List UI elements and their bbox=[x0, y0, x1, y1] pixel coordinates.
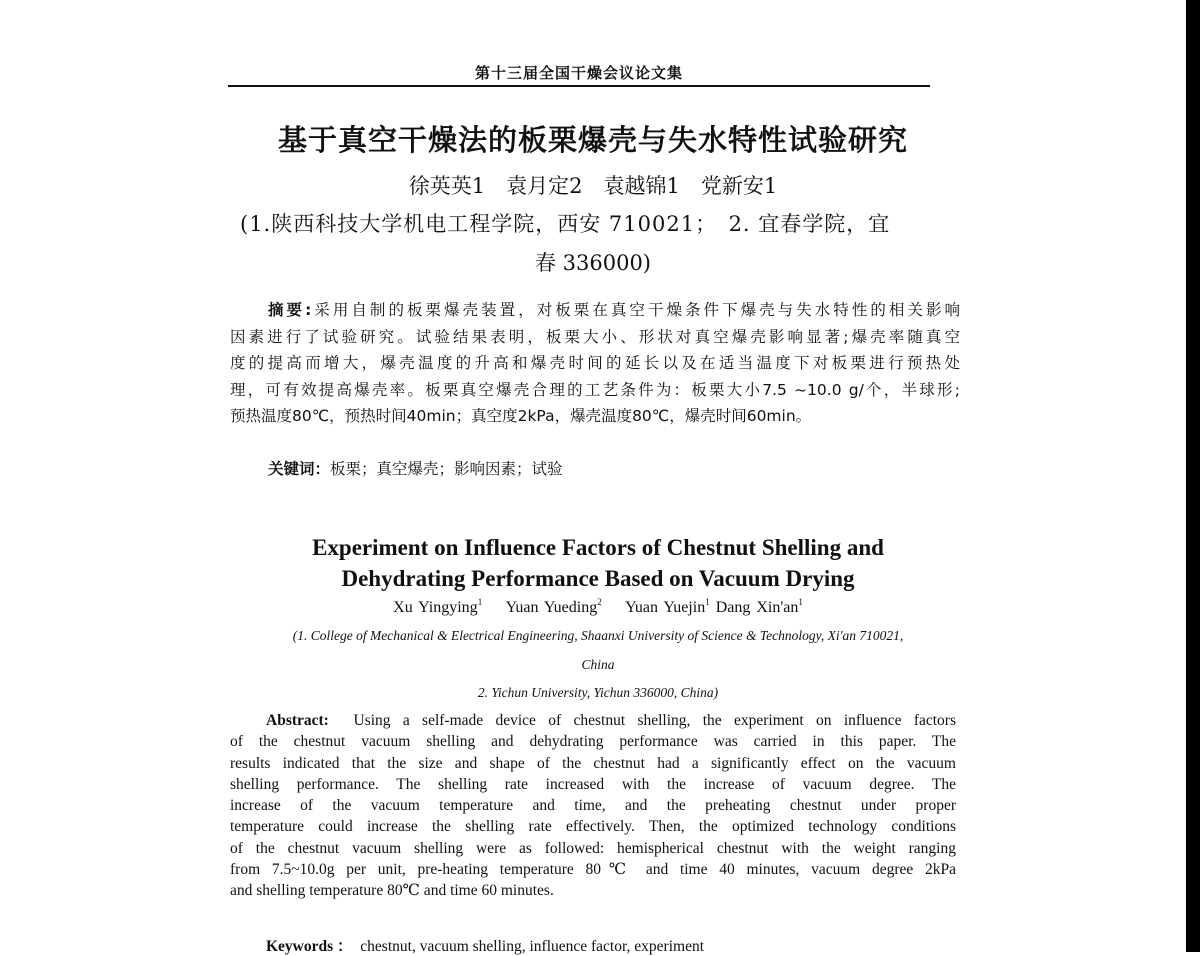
chinese-abstract-line: 理，可有效提高爆壳率。板栗真空爆壳合理的工艺条件为：板栗大小7.5 ~10.0 g/个，半球形; bbox=[230, 380, 960, 399]
author-affil-mark: 1 bbox=[798, 597, 803, 607]
english-authors bbox=[228, 597, 968, 617]
author-name: Yuan Yuejin bbox=[625, 599, 706, 616]
english-abstract-line: increase of the vacuum temperature and time, and the preheating chestnut under proper bbox=[230, 797, 956, 815]
chinese-abstract-label: 摘要: bbox=[268, 301, 312, 319]
english-abstract-line: from 7.5~10.0g per unit, pre-heating temperature 80℃ and time 40 minutes, vacuum degree 2kPa bbox=[230, 861, 956, 879]
english-abstract-line: results indicated that the size and shape of the chestnut had a significantly effect on the vacuum bbox=[230, 754, 956, 772]
english-abstract-line: of the chestnut vacuum shelling were as followed: hemispherical chestnut with the weight ranging bbox=[230, 839, 956, 857]
english-abstract-line: temperature could increase the shelling rate effectively. Then, the optimized technology conditions bbox=[230, 818, 956, 836]
author-name: Dang Xin'an bbox=[715, 599, 799, 616]
english-affiliation-line-3: 2. Yichun University, Yichun 336000, China) bbox=[477, 685, 719, 700]
english-affiliation-line-2: China bbox=[581, 657, 615, 672]
chinese-abstract-line: 因素进行了试验研究。试验结果表明，板栗大小、形状对真空爆壳影响显著;爆壳率随真空 bbox=[230, 327, 960, 346]
english-abstract-line: and shelling temperature 80℃ and time 60 minutes. bbox=[230, 882, 554, 900]
author-affil-mark: 1 bbox=[705, 597, 710, 607]
chinese-affiliation-line-2: 春 336000) bbox=[534, 251, 652, 275]
chinese-abstract-line: 摘要:采用自制的板栗爆壳装置，对板栗在真空干燥条件下爆壳与失水特性的相关影响 bbox=[268, 301, 960, 319]
english-abstract-line: shelling performance. The shelling rate increased with the increase of vacuum degree. The bbox=[230, 775, 956, 793]
english-title-line-2: Dehydrating Performance Based on Vacuum Drying bbox=[341, 566, 855, 591]
english-abstract-line: Abstract: Using a self-made device of chestnut shelling, the experiment on influence factors bbox=[266, 712, 957, 729]
author-name: Yuan Yueding bbox=[505, 599, 598, 616]
author-name: Xu Yingying bbox=[393, 599, 478, 616]
author-affil-mark: 2 bbox=[597, 597, 602, 607]
chinese-abstract-line: 度的提高而增大，爆壳温度的升高和爆壳时间的延长以及在适当温度下对板栗进行预热处 bbox=[230, 354, 960, 372]
chinese-affiliation-line-1: (1.陕西科技大学机电工程学院，西安 710021； 2. 宜春学院，宜 bbox=[240, 212, 891, 236]
chinese-authors: 徐英英1 袁月定2 袁越锦1 党新安1 bbox=[408, 174, 778, 198]
author-affil-mark: 1 bbox=[477, 597, 483, 607]
header-rule bbox=[228, 85, 930, 87]
english-abstract-line: of the chestnut vacuum shelling and dehydrating performance was carried in this paper. The bbox=[230, 733, 956, 751]
english-abstract-label: Abstract: bbox=[266, 712, 329, 729]
english-affiliation-line-1: (1. College of Mechanical & Electrical Engineering, Shaanxi University of Science & Technology, Xi'an 710021, bbox=[292, 628, 904, 643]
running-header: 第十三届全国干燥会议论文集 bbox=[474, 64, 683, 82]
chinese-keywords-label: 关键词： bbox=[268, 460, 331, 478]
english-abstract bbox=[230, 710, 956, 902]
english-keywords-value: chestnut, vacuum shelling, influence factor, experiment bbox=[360, 938, 704, 955]
english-title-line-1: Experiment on Influence Factors of Chestnut Shelling and bbox=[312, 535, 884, 560]
chinese-abstract bbox=[230, 297, 960, 430]
english-keywords bbox=[266, 934, 704, 956]
english-keywords-label: Keywords ： bbox=[266, 938, 353, 955]
chinese-abstract-line: 预热温度80℃，预热时间40min；真空度2kPa，爆壳温度80℃，爆壳时间60min。 bbox=[230, 407, 812, 425]
chinese-keywords bbox=[268, 457, 563, 479]
chinese-title: 基于真空干燥法的板栗爆壳与失水特性试验研究 bbox=[277, 123, 908, 157]
chinese-keywords-value: 板栗；真空爆壳；影响因素；试验 bbox=[330, 460, 563, 478]
scan-edge-bar bbox=[1186, 0, 1200, 952]
